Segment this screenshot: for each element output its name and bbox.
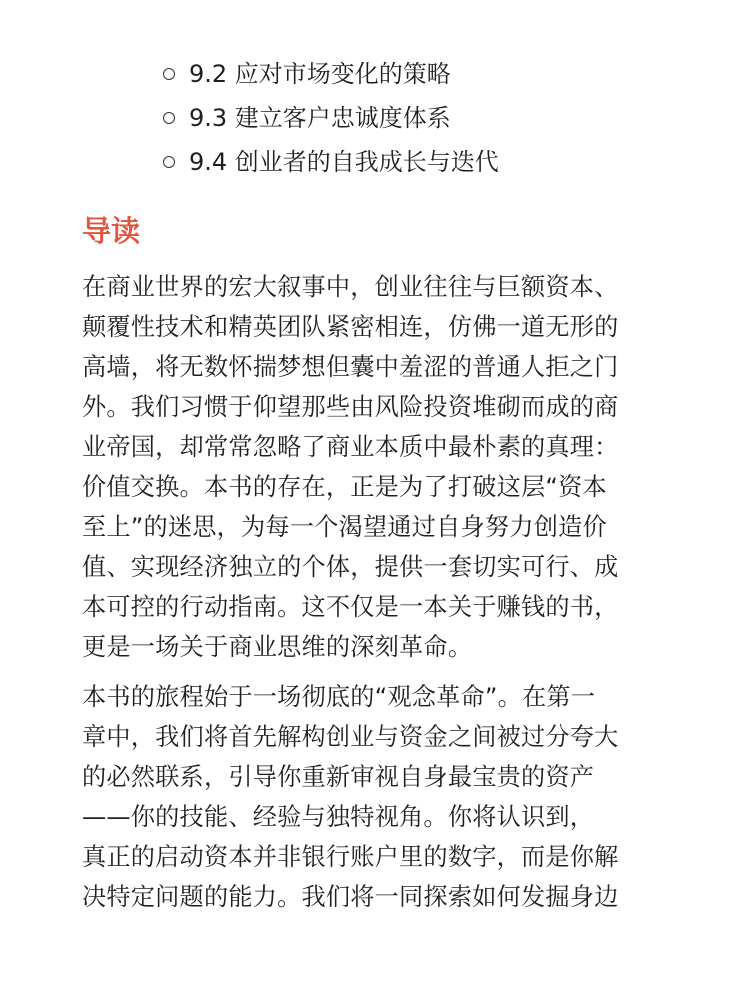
intro-paragraph-2 <box>82 677 677 917</box>
table-of-contents <box>163 52 499 184</box>
paragraph-line: 高墙，将无数怀揣梦想但囊中羞涩的普通人拒之门 <box>82 353 619 381</box>
paragraph-line: 真正的启动资本并非银行账户里的数字，而是你解 <box>82 843 619 871</box>
paragraph-line: 决特定问题的能力。我们将一同探索如何发掘身边 <box>82 883 619 911</box>
paragraph-line: 值、实现经济独立的个体，提供一套切实可行、成 <box>82 553 619 581</box>
hollow-circle-bullet-icon <box>163 68 175 80</box>
toc-item-label[interactable]: 9.4 创业者的自我成长与迭代 <box>189 148 499 176</box>
paragraph-line: 至上”的迷思，为每一个渴望通过自身努力创造价 <box>82 513 607 541</box>
hollow-circle-bullet-icon <box>163 112 175 124</box>
paragraph-line: 业帝国，却常常忽略了商业本质中最朴素的真理： <box>82 433 619 461</box>
paragraph-line: 章中，我们将首先解构创业与资金之间被过分夸大 <box>82 723 619 751</box>
toc-item[interactable] <box>163 140 499 184</box>
paragraph-line: ——你的技能、经验与独特视角。你将认识到， <box>82 803 595 831</box>
toc-item[interactable] <box>163 52 499 96</box>
toc-item[interactable] <box>163 96 499 140</box>
paragraph-line: 在商业世界的宏大叙事中，创业往往与巨额资本、 <box>82 273 619 301</box>
toc-item-label[interactable]: 9.3 建立客户忠诚度体系 <box>189 104 451 132</box>
paragraph-line: 外。我们习惯于仰望那些由风险投资堆砌而成的商 <box>82 393 619 421</box>
paragraph-line: 价值交换。本书的存在，正是为了打破这层“资本 <box>82 473 607 501</box>
hollow-circle-bullet-icon <box>163 156 175 168</box>
paragraph-line: 的必然联系，引导你重新审视自身最宝贵的资产 <box>82 763 595 791</box>
paragraph-line: 本可控的行动指南。这不仅是一本关于赚钱的书， <box>82 593 619 621</box>
section-heading: 导读 <box>82 214 141 248</box>
paragraph-line: 颠覆性技术和精英团队紧密相连，仿佛一道无形的 <box>82 313 619 341</box>
intro-paragraph-1 <box>82 267 677 667</box>
paragraph-line: 本书的旅程始于一场彻底的“观念革命”。在第一 <box>82 683 596 711</box>
paragraph-line: 更是一场关于商业思维的深刻革命。 <box>82 633 473 661</box>
toc-item-label[interactable]: 9.2 应对市场变化的策略 <box>189 60 451 88</box>
